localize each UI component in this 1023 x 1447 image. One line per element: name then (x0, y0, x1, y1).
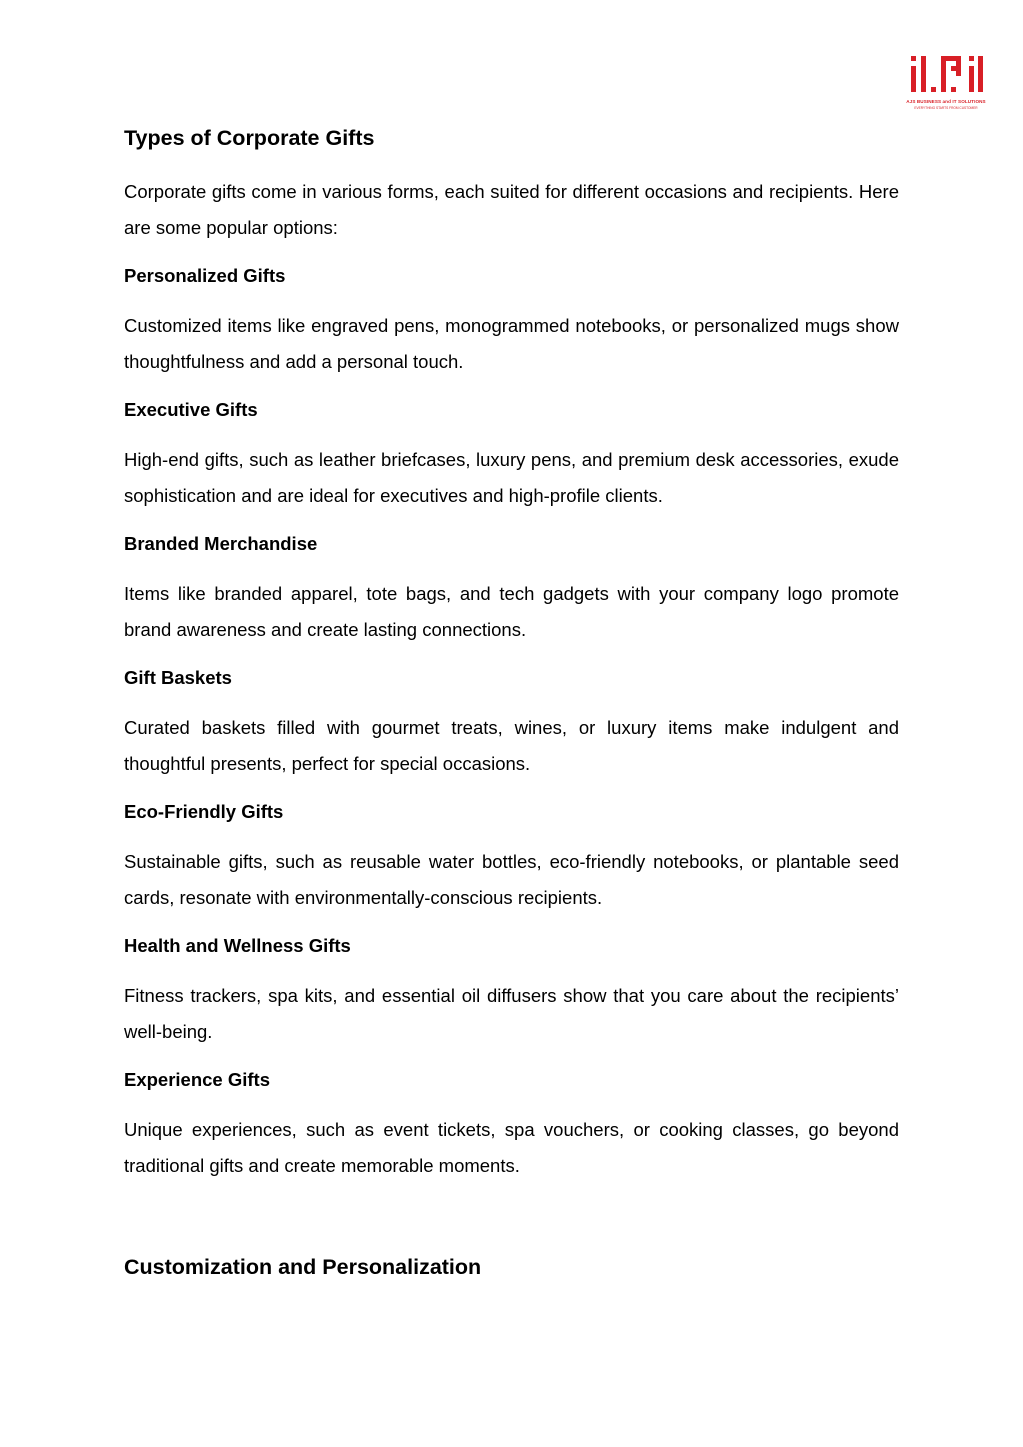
subheading-gift-baskets: Gift Baskets (124, 667, 232, 688)
subheading-eco-friendly-gifts: Eco-Friendly Gifts (124, 801, 284, 822)
logo-company-name: AJS BUSINESS and IT SOLUTIONS (906, 99, 986, 104)
paragraph-branded-merchandise: Items like branded apparel, tote bags, and tech gadgets with your company logo promote brand awareness and create lasting connections. (124, 583, 899, 640)
section-heading: Types of Corporate Gifts (124, 126, 375, 150)
paragraph-experience-gifts: Unique experiences, such as event tickets, spa vouchers, or cooking classes, go beyond traditional gifts and create memorable moments. (124, 1119, 899, 1176)
subheading-executive-gifts: Executive Gifts (124, 399, 258, 420)
paragraph-personalized-gifts: Customized items like engraved pens, monogrammed notebooks, or personalized mugs show thoughtfulness and add a personal touch. (124, 315, 899, 372)
subheading-health-wellness-gifts: Health and Wellness Gifts (124, 935, 351, 956)
subheading-branded-merchandise: Branded Merchandise (124, 533, 318, 554)
paragraph-gift-baskets: Curated baskets filled with gourmet treats, wines, or luxury items make indulgent and thoughtful presents, perfect for special occasions. (124, 717, 899, 774)
paragraph-health-wellness-gifts: Fitness trackers, spa kits, and essential oil diffusers show that you care about the recipients’ well-being. (124, 985, 899, 1042)
intro-paragraph: Corporate gifts come in various forms, each suited for different occasions and recipients. Here are some popular options: (124, 181, 899, 238)
ajs-logo-icon (906, 52, 986, 98)
paragraph-executive-gifts: High-end gifts, such as leather briefcases, luxury pens, and premium desk accessories, exude sophistication and are ideal for executives and high-profile clients. (124, 449, 899, 506)
subheading-personalized-gifts: Personalized Gifts (124, 265, 286, 286)
company-logo (906, 52, 986, 112)
logo-tagline: EVERYTHING STARTS FROM CUSTOMER (914, 106, 978, 110)
next-section-heading: Customization and Personalization (124, 1255, 482, 1279)
subheading-experience-gifts: Experience Gifts (124, 1069, 271, 1090)
paragraph-eco-friendly-gifts: Sustainable gifts, such as reusable water bottles, eco-friendly notebooks, or plantable seed cards, resonate with environmentally-conscious recipients. (124, 851, 899, 908)
